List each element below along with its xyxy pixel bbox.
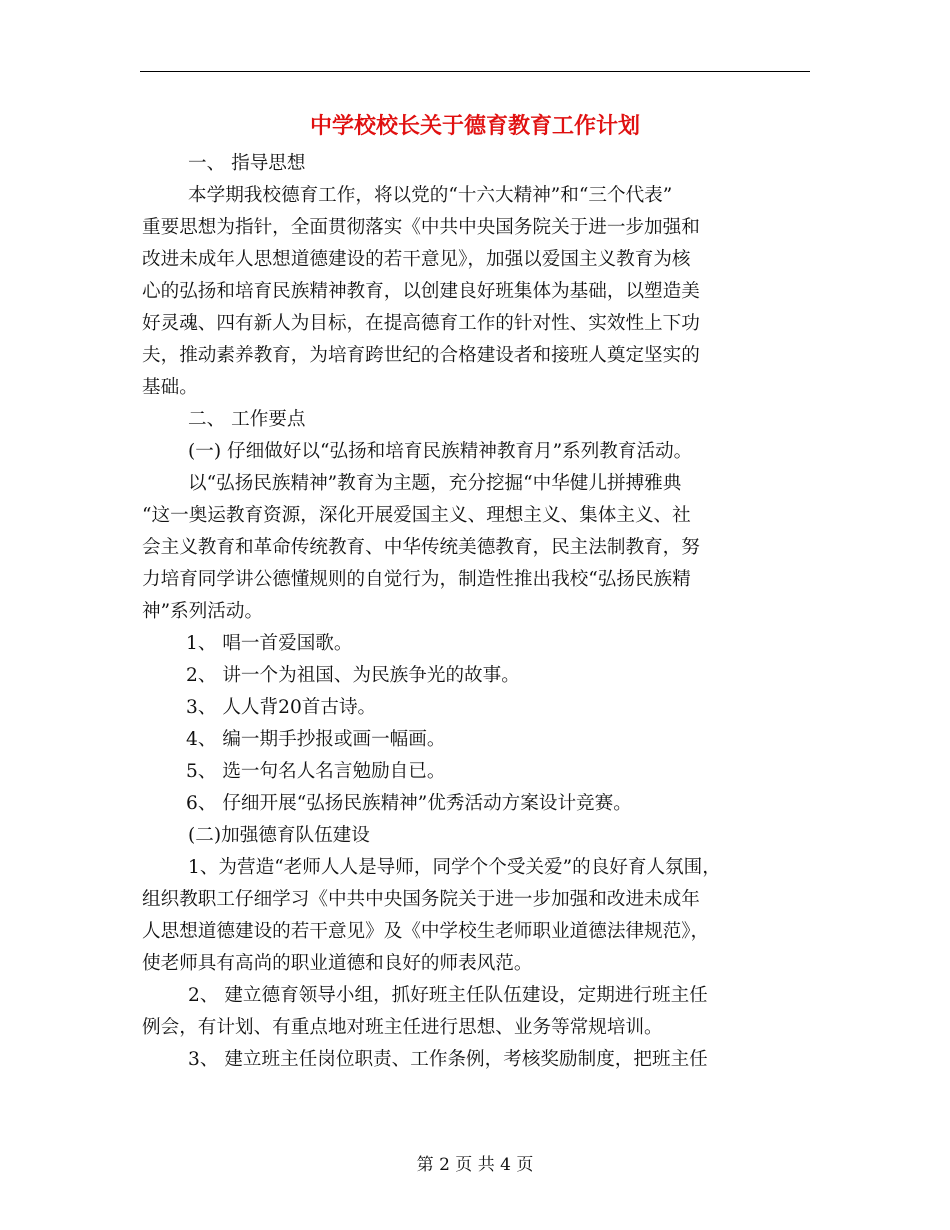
document-body — [142, 148, 807, 1076]
paragraph-line: 神”系列活动。 — [142, 601, 264, 622]
document-title: 中学校校长关于德育教育工作计划 — [309, 113, 640, 139]
page-number: 第 2 页 共 4 页 — [416, 1155, 534, 1175]
section-heading-work-points: 二、 工作要点 — [188, 409, 306, 430]
paragraph-line: 人思想道德建设的若干意见》及《中学校生老师职业道德法律规范》， — [142, 921, 710, 942]
list-item: 5、 选一句名人名言勉励自已。 — [186, 761, 446, 782]
list-item: 1、 唱一首爱国歌。 — [186, 633, 353, 654]
paragraph-line: 例会，有计划、有重点地对班主任进行思想、业务等常规培训。 — [142, 1017, 663, 1038]
paragraph-line: 2、 建立德育领导小组，抓好班主任队伍建设，定期进行班主任 — [188, 985, 708, 1006]
header-rule — [140, 71, 810, 72]
paragraph-line: 改进未成年人思想道德建设的若干意见》，加强以爱国主义教育为核 — [142, 249, 691, 270]
paragraph-line: 心的弘扬和培育民族精神教育，以创建良好班集体为基础，以塑造美 — [142, 281, 700, 302]
subsection-heading-2: (二)加强德育队伍建设 — [188, 825, 370, 846]
paragraph-line: 重要思想为指针，全面贯彻落实《中共中央国务院关于进一步加强和 — [142, 217, 700, 238]
paragraph-line: 使老师具有高尚的职业道德和良好的师表风范。 — [142, 953, 533, 974]
list-item: 4、 编一期手抄报或画一幅画。 — [186, 729, 446, 750]
paragraph-line: 组织教职工仔细学习《中共中央国务院关于进一步加强和改进未成年 — [142, 889, 700, 910]
paragraph-line: 会主义教育和革命传统教育、中华传统美德教育，民主法制教育，努 — [142, 537, 700, 558]
paragraph-line: 力培育同学讲公德懂规则的自觉行为，制造性推出我校“弘扬民族精 — [142, 569, 691, 590]
paragraph-line: 1、为营造“老师人人是导师，同学个个受关爱”的良好育人氛围， — [188, 857, 721, 878]
paragraph-line: 以“弘扬民族精神”教育为主题，充分挖掘“中华健儿拼搏雅典 — [188, 473, 682, 494]
list-item: 2、 讲一个为祖国、为民族争光的故事。 — [186, 665, 520, 686]
section-heading-guiding-ideology: 一、 指导思想 — [188, 153, 306, 174]
paragraph-line: “这一奥运教育资源，深化开展爱国主义、理想主义、集体主义、社 — [142, 505, 691, 526]
paragraph-line: 基础。 — [142, 377, 198, 398]
list-item: 3、 人人背20首古诗。 — [186, 697, 377, 718]
paragraph-line: 本学期我校德育工作，将以党的“十六大精神”和“三个代表” — [188, 185, 673, 206]
paragraph-line: 好灵魂、四有新人为目标，在提高德育工作的针对性、实效性上下功 — [142, 313, 700, 334]
list-item: 6、 仔细开展“弘扬民族精神”优秀活动方案设计竞赛。 — [186, 793, 632, 814]
subsection-heading-1: (一) 仔细做好以“弘扬和培育民族精神教育月”系列教育活动。 — [188, 441, 693, 462]
paragraph-line: 3、 建立班主任岗位职责、工作条例，考核奖励制度，把班主任 — [188, 1049, 708, 1070]
paragraph-line: 夫，推动素养教育，为培育跨世纪的合格建设者和接班人奠定坚实的 — [142, 345, 700, 366]
